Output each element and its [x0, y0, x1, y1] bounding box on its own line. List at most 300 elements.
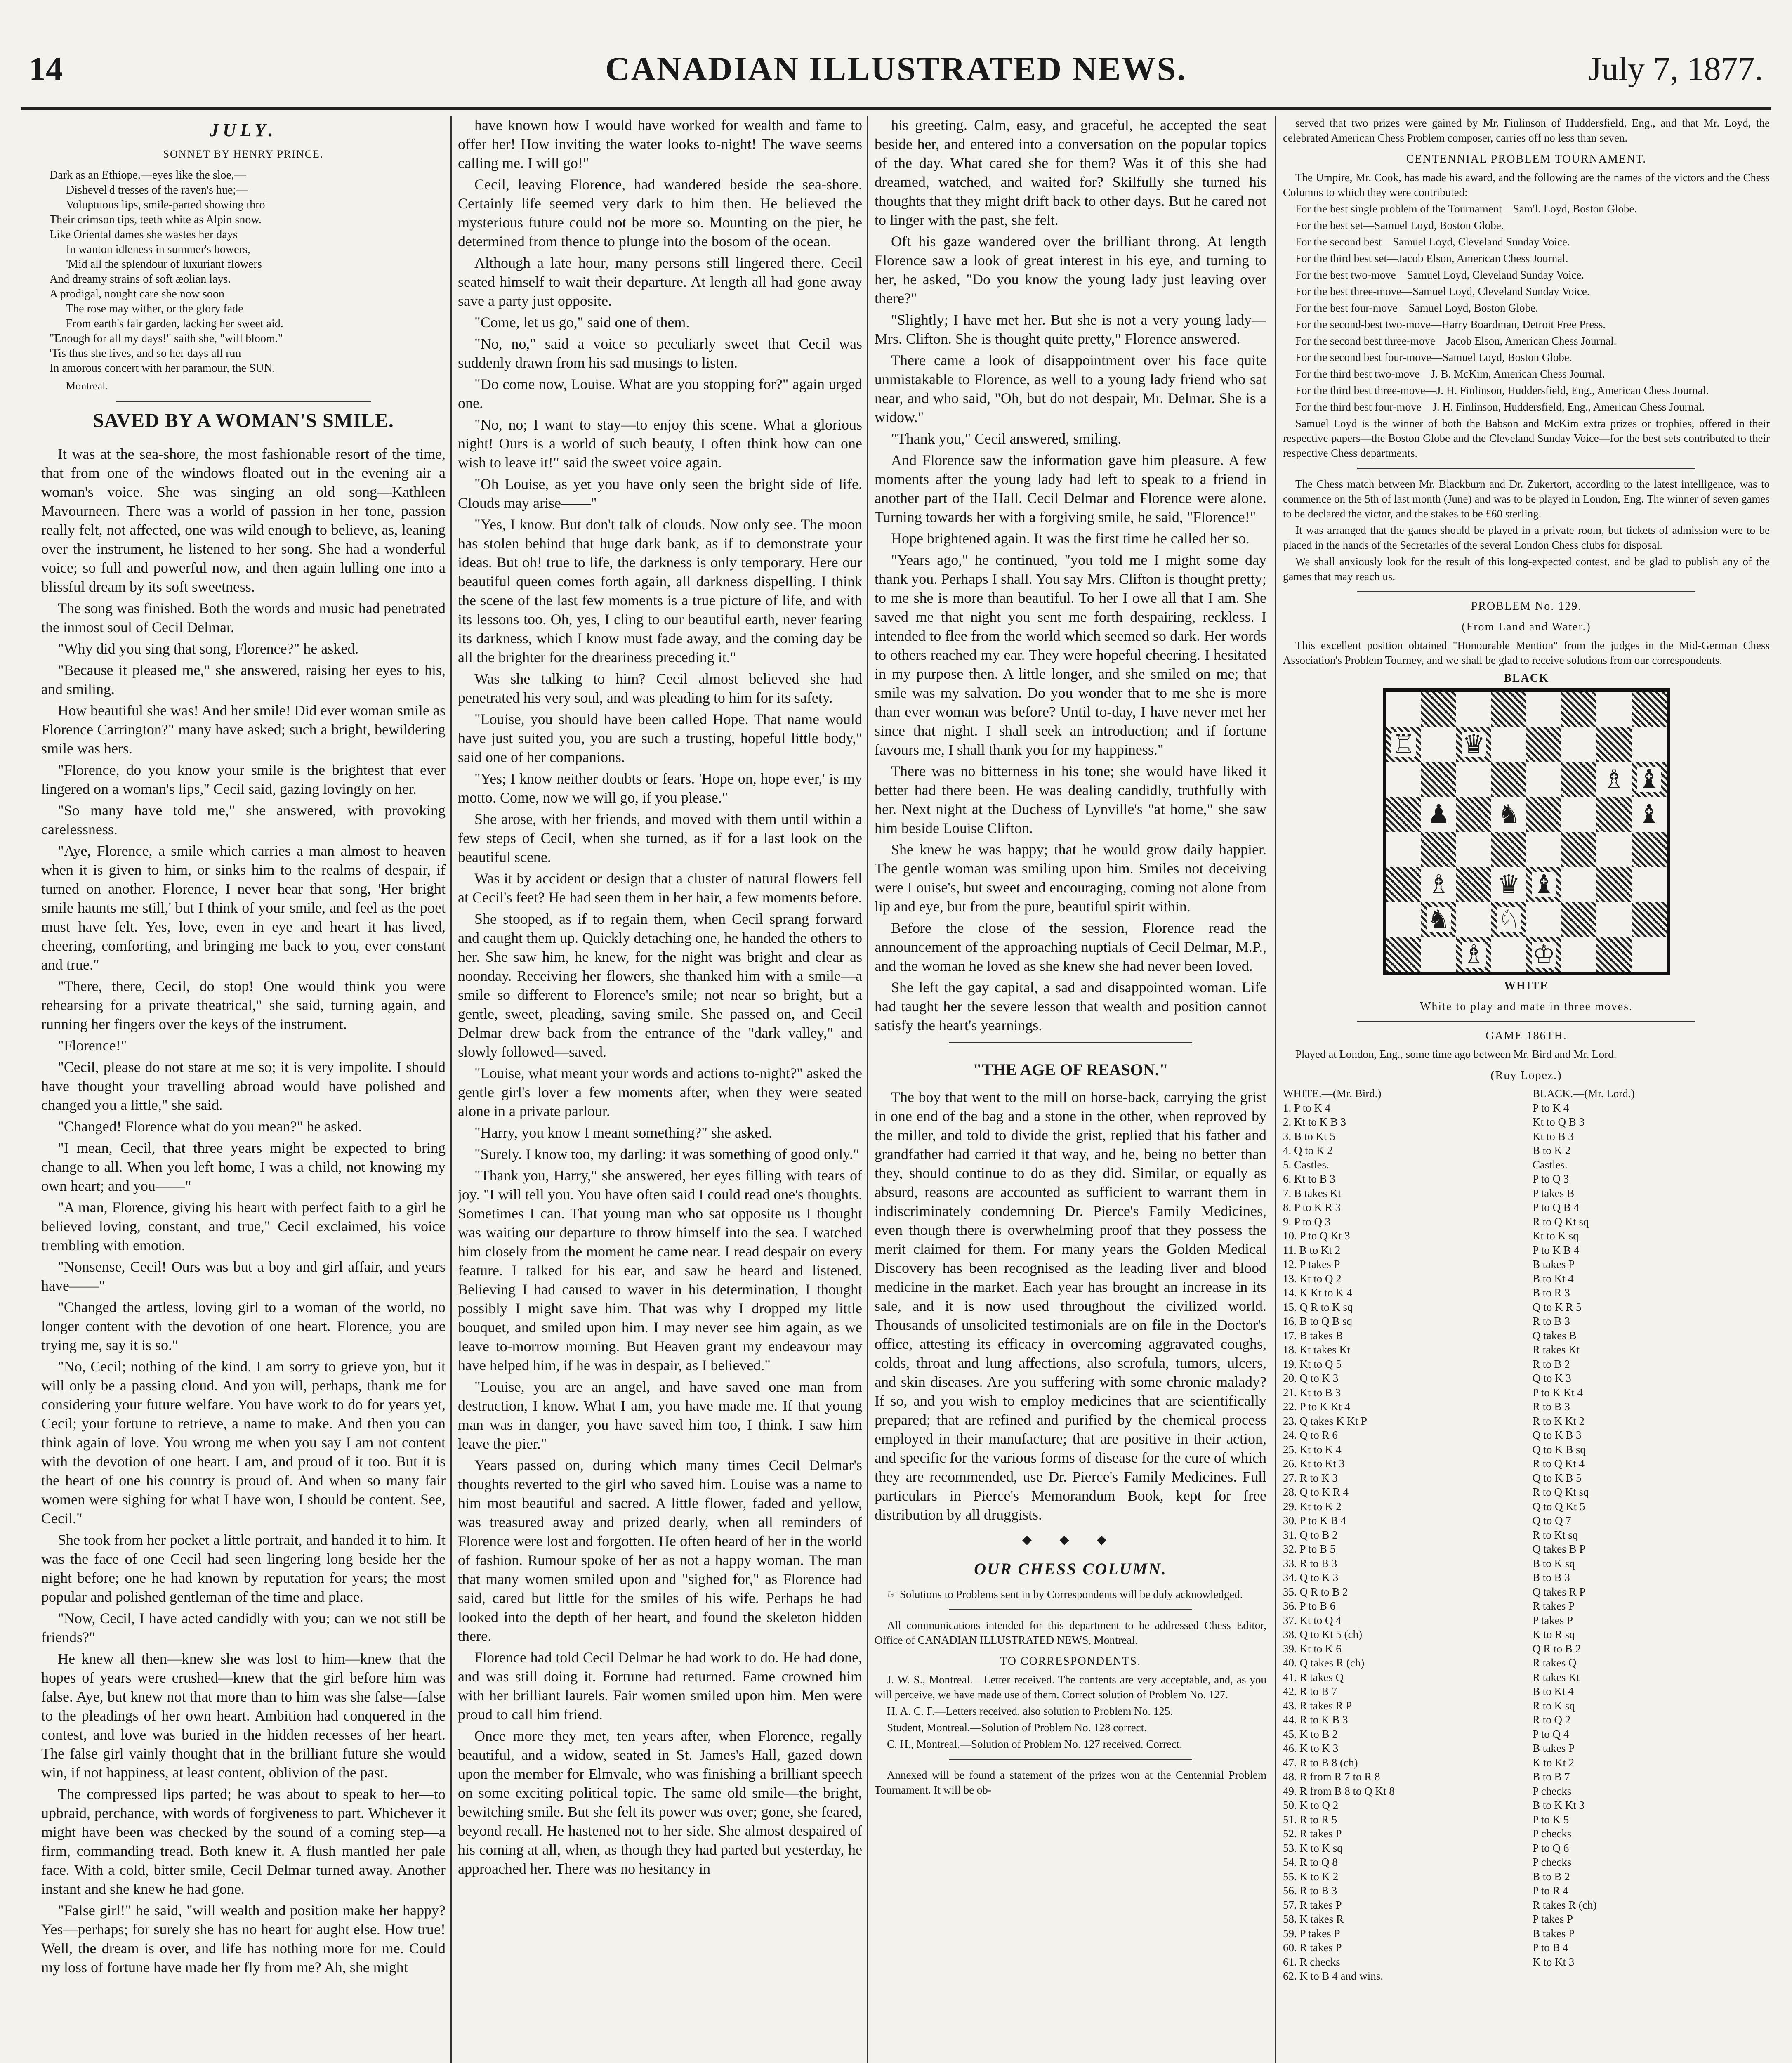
black-move: P to K 5	[1533, 1813, 1569, 1826]
divider	[1357, 591, 1695, 592]
black-move: B to K 2	[1533, 1144, 1571, 1157]
chess-piece-icon: ♗	[1602, 765, 1626, 793]
paragraph: "Florence, do you know your smile is the brightest that ever lingered on a woman's lips," Cecil said, gazing lovingly on her.	[41, 762, 446, 797]
black-move: Q to Q Kt 5	[1533, 1500, 1585, 1513]
board-square	[1561, 902, 1596, 937]
column-rule	[1275, 116, 1276, 2063]
paragraph: How beautiful she was! And her smile! Did ever woman smile as Florence Carrington?" many have asked; such a bright, bewildering smile was hers.	[41, 702, 446, 757]
black-move: P to B 4	[1533, 1941, 1568, 1954]
board-square	[1386, 902, 1421, 937]
board-square	[1491, 797, 1526, 832]
white-move: 37. Kt to Q 4	[1283, 1614, 1342, 1626]
white-move: 39. Kt to K 6	[1283, 1642, 1342, 1655]
paragraph: "Harry, you know I meant something?" she asked.	[474, 1124, 772, 1141]
black-move: P takes B	[1533, 1187, 1574, 1199]
white-move: 36. P to B 6	[1283, 1600, 1336, 1612]
board-square	[1561, 867, 1596, 902]
black-move: Q to K B 3	[1533, 1429, 1582, 1441]
chess-column-title: OUR CHESS COLUMN.	[974, 1560, 1167, 1578]
white-move: 29. Kt to K 2	[1283, 1500, 1342, 1513]
page-number: 14	[29, 50, 63, 87]
paragraph: She arose, with her friends, and moved with them until within a few steps of Cecil, when she turned, as if for a last look on the beautiful scene.	[458, 811, 862, 865]
white-move: 3. B to Kt 5	[1283, 1130, 1335, 1142]
opening-name: (Ruy Lopez.)	[1490, 1069, 1562, 1082]
paragraph: "Yes, I know. But don't talk of clouds. Now only see. The moon has stolen behind that huge dark bank, as if to demonstrate your ideas. But oh! true to life, the darkness is only temporary. Here our beautiful queen comes forth again, all darkness dispelling. I think the scene of the last few moments is a true picture of life, and with its lessons too. Oh, yes, I cling to our beautiful earth, never fearing its darkness, which I know must fade away, and the coming day be all the brighter for the dreariness preceding it."	[458, 516, 862, 666]
black-move: R to Kt sq	[1533, 1528, 1578, 1541]
poem-line: Dishevel'd tresses of the raven's hue;—	[66, 184, 248, 196]
white-move: 13. Kt to Q 2	[1283, 1272, 1342, 1285]
board-square	[1596, 727, 1632, 762]
correspondent-note: Student, Montreal.—Solution of Problem No. 128 correct.	[887, 1721, 1147, 1734]
board-square	[1561, 692, 1596, 727]
board-square	[1491, 727, 1526, 762]
board-square	[1632, 727, 1667, 762]
black-move: R takes Kt	[1533, 1671, 1580, 1683]
board-square	[1632, 867, 1667, 902]
black-move: P to R 4	[1533, 1884, 1568, 1897]
white-move: 61. R checks	[1283, 1955, 1340, 1968]
black-header: BLACK.—(Mr. Lord.)	[1533, 1087, 1635, 1100]
white-move: 9. P to Q 3	[1283, 1215, 1331, 1228]
paragraph: "Louise, you should have been called Hope. That name would have just suited you, you are such a trusting, hopeful little body," said one of her companions.	[458, 711, 862, 765]
board-square	[1421, 727, 1456, 762]
story-col1	[41, 444, 446, 1977]
white-move: 40. Q takes R (ch)	[1283, 1657, 1365, 1669]
white-move: 24. Q to R 6	[1283, 1429, 1338, 1441]
column-rule	[867, 116, 868, 2063]
white-move: 48. R from R 7 to R 8	[1283, 1770, 1380, 1783]
white-move: 16. B to Q B sq	[1283, 1315, 1353, 1327]
white-move: 49. R from B 8 to Q Kt 8	[1283, 1784, 1395, 1797]
tournament-title: CENTENNIAL PROBLEM TOURNAMENT.	[1406, 153, 1647, 165]
black-move: Q to K B sq	[1533, 1443, 1586, 1456]
chess-piece-icon: ♝	[1532, 870, 1556, 899]
black-move: P to Q B 4	[1533, 1201, 1580, 1213]
problem-caption: White to play and mate in three moves.	[1419, 1000, 1633, 1013]
black-move: B takes P	[1533, 1258, 1575, 1270]
poem-line: Voluptuous lips, smile-parted showing thro'	[66, 198, 267, 211]
board-square	[1526, 832, 1561, 867]
black-move: Q takes R P	[1533, 1585, 1586, 1598]
paragraph: "Florence!"	[58, 1037, 127, 1054]
chess-piece-icon: ♞	[1497, 800, 1521, 829]
paragraph: Before the close of the session, Florence read the announcement of the approaching nuptials of Cecil Delmar, M.P., and the woman he loved as she knew she had never been loved.	[875, 920, 1266, 974]
white-move: 55. K to K 2	[1283, 1870, 1339, 1883]
board-square	[1421, 902, 1456, 937]
black-move: P takes P	[1533, 1913, 1573, 1925]
poem-place: Montreal.	[66, 380, 108, 392]
white-move: 44. R to K B 3	[1283, 1714, 1348, 1726]
paragraph: "I mean, Cecil, that three years might be expected to bring change to all. When you left home, I was a child, not knowing my own heart; and you——"	[41, 1140, 446, 1194]
black-move: B takes P	[1533, 1927, 1575, 1940]
white-move: 41. R takes Q	[1283, 1671, 1344, 1683]
black-move: R to Q Kt 4	[1533, 1457, 1585, 1470]
paragraph: Samuel Loyd is the winner of both the Babson and McKim extra prizes or trophies, offered in their respective papers—the Boston Globe and the Cleveland Sunday Voice—for the best sets contributed to their respective Chess departments.	[1283, 417, 1770, 459]
board-square	[1596, 902, 1632, 937]
board-square	[1596, 832, 1632, 867]
black-move: P to K B 4	[1533, 1244, 1580, 1256]
white-move: 12. P takes P	[1283, 1258, 1340, 1270]
paragraph: "No, no," said a voice so peculiarly sweet that Cecil was suddenly drawn from his sad musings to listen.	[458, 335, 862, 371]
white-move: 46. K to K 3	[1283, 1742, 1339, 1754]
poem-line: The rose may wither, or the glory fade	[66, 302, 243, 315]
chess-notice: ☞ Solutions to Problems sent in by Correspondents will be duly acknowledged.	[887, 1588, 1243, 1600]
paragraph: There came a look of disappointment over his face quite unmistakable to Florence, as well to a young lady friend who sat near, and who said, "Oh, but do not despair, Mr. Delmar. She is a widow."	[875, 352, 1266, 425]
board-square	[1491, 902, 1526, 937]
white-move: 34. Q to K 3	[1283, 1571, 1339, 1584]
board-square	[1632, 832, 1667, 867]
column-3	[875, 116, 1266, 2063]
paragraph: "Now, Cecil, I have acted candidly with you; can we not still be friends?"	[41, 1610, 446, 1645]
paragraph: Florence had told Cecil Delmar he had work to do. He had done, and was still doing it. Fortune had returned. Fame crowned him with her brilliant laurels. Fair women smiled upon him. Men were proud to call him friend.	[458, 1649, 862, 1723]
black-move: B to Kt 4	[1533, 1685, 1574, 1697]
board-square	[1456, 727, 1491, 762]
board-square	[1596, 797, 1632, 832]
black-move: P to Q 6	[1533, 1841, 1569, 1854]
paragraph: "So many have told me," she answered, with provoking carelessness.	[41, 802, 446, 838]
white-move: 27. R to K 3	[1283, 1471, 1338, 1484]
poem-line: A prodigal, nought care she now soon	[50, 288, 224, 300]
match-text: We shall anxiously look for the result of this long-expected contest, and be glad to publish any of the games that may reach us.	[1283, 555, 1770, 583]
poem-line: And dreamy strains of soft æolian lays.	[50, 273, 231, 286]
board-square	[1456, 797, 1491, 832]
board-square	[1526, 692, 1561, 727]
paragraph: "Yes; I know neither doubts or fears. 'Hope on, hope ever,' is my motto. Come, now we will go, if you please."	[458, 770, 862, 806]
game-moves	[1283, 1086, 1770, 1983]
poem-title: JULY.	[210, 120, 277, 140]
board-square	[1421, 797, 1456, 832]
board-square	[1632, 797, 1667, 832]
board-square	[1526, 762, 1561, 797]
paragraph: She stooped, as if to regain them, when Cecil sprang forward and caught them up. Quickly detaching one, he handed the others to her. She saw him, he knew, for the night was bright and clear as noonday. Receiving her flowers, she thanked him with a smile—a smile so different to Florence's smile; not near so bright, but a gentle, sweet, pleading, saving smile. She passed on, and Cecil Delmar drew back from the entrance of the "dark valley," and slowly followed—saved.	[458, 911, 862, 1060]
board-square	[1596, 867, 1632, 902]
game-title: GAME 186TH.	[1485, 1029, 1567, 1042]
paragraph: She knew he was happy; that he would grow daily happier. The gentle woman was smiling upon him. Smiles not deceiving were Louise's, but sweet and encouraging, coming not alone from lip and eye, but from the pure, beautiful spirit within.	[875, 841, 1266, 915]
white-move: 58. K takes R	[1283, 1913, 1344, 1925]
column-rule	[450, 116, 452, 2063]
black-move: R to Q Kt sq	[1533, 1215, 1589, 1228]
white-move: 21. Kt to B 3	[1283, 1386, 1341, 1399]
board-square	[1386, 762, 1421, 797]
black-move: R to B 3	[1533, 1315, 1570, 1327]
board-square	[1421, 762, 1456, 797]
paragraph: For the second best three-move—Jacob Elson, American Chess Journal.	[1295, 335, 1617, 347]
paragraph: "Cecil, please do not stare at me so; it is very impolite. I should have thought your travelling abroad would have polished and changed you a little," she said.	[41, 1059, 446, 1113]
white-move: 14. K Kt to K 4	[1283, 1286, 1352, 1299]
paragraph: Years passed on, during which many times Cecil Delmar's thoughts reverted to the girl who saved him. Louise was a name to him most beautiful and sacred. A little flower, faded and yellow, was treasured away and prized dearly, when all reminders of Florence were lost and forgotten. He often heard of her in the world of fashion. Rumour spoke of her as not a happy woman. The man that many women smiled upon and "sighed for," as Florence had said, cared but little for the smiles of his wife. Perhaps he had looked into the depth of her heart, and found the skeleton hidden there.	[458, 1457, 862, 1644]
paragraph: It was at the sea-shore, the most fashionable resort of the time, that from one of the windows floated out in the evening air a woman's voice. She was singing an old song—Kathleen Mavourneen. There was a world of passion in her tone, passion really felt, not affected, one was wild enough to believe, as, leaning over the instrument, he listened to her song. She had a wonderful voice; so full and powerful now, and then again lulling one into a blissful dream by its soft sweetness.	[41, 446, 446, 595]
black-move: P takes P	[1533, 1614, 1573, 1626]
paragraph: The song was finished. Both the words and music had penetrated the inmost soul of Cecil Delmar.	[41, 600, 446, 635]
black-move: R takes Kt	[1533, 1343, 1580, 1356]
paragraph: "Do come now, Louise. What are you stopping for?" again urged one.	[458, 376, 862, 411]
board-square	[1596, 937, 1632, 972]
white-move: 17. B takes B	[1283, 1329, 1343, 1342]
paragraph: Cecil, leaving Florence, had wandered beside the sea-shore. Certainly life seemed very dark to him then. He believed the mysterious future could not be more so. Mounting on the pier, he determined from thence to plunge into the bosom of the ocean.	[458, 176, 862, 250]
paragraph: The compressed lips parted; he was about to speak to her—to upbraid, perchance, with words of forgiveness to part. Whichever it might have been was checked by the sound of a coming step—a firm, commanding tread. Both knew it. A flush mantled her pale face. With a cold, bitter smile, Cecil Delmar turned away. Another instant and she knew he had gone.	[41, 1786, 446, 1897]
board-square	[1421, 832, 1456, 867]
paragraph: "No, Cecil; nothing of the kind. I am sorry to grieve you, but it will only be a passing cloud. And you will, perhaps, thank me for considering your future welfare. You have work to do for years yet, Cecil; your fortune to retrieve, a name to make. And then you can think again of love. You wrong me when you say I am not content with the devotion of one heart. I am, and proud of it too. But it is the heart of one his country is proud of. And when so many fair women were sighing for what I have won, I should be content. See, Cecil."	[41, 1358, 446, 1527]
reason-title: "THE AGE OF REASON."	[972, 1060, 1169, 1079]
black-move: R to K Kt 2	[1533, 1414, 1585, 1427]
white-move: 38. Q to Kt 5 (ch)	[1283, 1628, 1362, 1640]
board-square	[1421, 692, 1456, 727]
paragraph: "Louise, you are an angel, and have saved one man from destruction, I know. What I am, you have made me. If that young man was in danger, you have saved him too, I think. I saw him leave the pier."	[458, 1378, 862, 1452]
black-move: P checks	[1533, 1827, 1572, 1840]
white-move: 7. B takes Kt	[1283, 1187, 1341, 1199]
paragraph: For the best two-move—Samuel Loyd, Cleveland Sunday Voice.	[1295, 269, 1585, 281]
board-square	[1386, 832, 1421, 867]
paragraph: "False girl!" he said, "will wealth and position make her happy? Yes—perhaps; for surely she has no heart for aught else. How true! Well, the dream is over, and life has nothing more for me. Could my loss of fortune have made her fly from me? Ah, she might	[41, 1902, 446, 1976]
board-square	[1526, 867, 1561, 902]
paragraph: "Changed! Florence what do you mean?" he asked.	[58, 1118, 362, 1135]
black-label: BLACK	[1504, 672, 1549, 685]
black-move: R takes R (ch)	[1533, 1898, 1597, 1911]
poem-line: 'Mid all the splendour of luxuriant flowers	[66, 258, 262, 271]
reason-text: The boy that went to the mill on horse-back, carrying the grist in one end of the bag and a stone in the other, when reproved by the miller, and told to divide the grist, replied that his father and grandfather had carried it that way, and he, being no better than they, should continue to do as they did. Similar, or equally as absurd, reasons are accounted as sufficient to warrant them in indiscriminately condemning Dr. Pierce's Family Medicines, even though there is overwhelming proof that they possess the merit claimed for them. For many years the Golden Medical Discovery has been recognised as the leading liver and blood medicine in the market. Each year has brought an increase in its sale, and it is now used throughout the civilized world. Thousands of unsolicited testimonials are on file in the Doctor's office, attesting its efficacy in overcoming aggravated coughs, colds, throat and lung affections, also scrofula, tumors, ulcers, and skin diseases. Are you suffering with some chronic malady? If so, and you wish to employ medicines that are scientifically prepared; that are refined and purified by the chemical process employed in their manufacture; that are positive in their action, and specific for the various forms of disease for the cure of which they are recommended, use Dr. Pierce's Family Medicines. Full particulars in Pierce's Memorandum Book, kept for free distribution by all druggists.	[875, 1089, 1266, 1523]
board-square	[1386, 937, 1421, 972]
paragraph: For the second best four-move—Samuel Loyd, Boston Globe.	[1295, 351, 1572, 364]
black-move: B to K Kt 3	[1533, 1799, 1585, 1811]
board-square	[1561, 727, 1596, 762]
chess-piece-icon: ♛	[1462, 730, 1485, 758]
white-move: 2. Kt to K B 3	[1283, 1116, 1346, 1128]
white-move: 4. Q to K 2	[1283, 1144, 1333, 1157]
white-move: 54. R to Q 8	[1283, 1856, 1338, 1868]
black-move: P to K Kt 4	[1533, 1386, 1583, 1399]
board-square	[1526, 797, 1561, 832]
paragraph: For the best set—Samuel Loyd, Boston Globe.	[1295, 219, 1504, 231]
chess-piece-icon: ♗	[1462, 940, 1485, 969]
chess-piece-icon: ♛	[1497, 870, 1521, 899]
paragraph: Although a late hour, many persons still lingered there. Cecil seated himself to wait their departure. At length all had gone away save a party just opposite.	[458, 255, 862, 309]
black-move: Castles.	[1533, 1158, 1568, 1171]
poem-line: 'Tis thus she lives, and so her days all run	[50, 347, 241, 360]
board-square	[1526, 727, 1561, 762]
black-move: R takes Q	[1533, 1657, 1577, 1669]
paragraph: "Louise, what meant your words and actions to-night?" asked the gentle girl's lover a few moments after, when they were seated alone in a private parlour.	[458, 1065, 862, 1119]
black-move: P checks	[1533, 1856, 1572, 1868]
paragraph: She left the gay capital, a sad and disappointed woman. Life had taught her the severe lesson that wealth and position cannot satisfy the heart's yearnings.	[875, 979, 1266, 1034]
chess-board	[1383, 688, 1670, 975]
white-move: 6. Kt to B 3	[1283, 1173, 1335, 1185]
paragraph: "No, no; I want to stay—to enjoy this scene. What a glorious night! Ours is a world of such beauty, I often think how can one wish to leave it!" said the sweet voice again.	[458, 416, 862, 471]
prizes-intro-cont: served that two prizes were gained by Mr. Finlinson of Huddersfield, Eng., and that Mr. Loyd, the celebrated American Chess Problem composer, carries off no less than seven.	[1283, 117, 1770, 144]
board-square	[1456, 867, 1491, 902]
white-move: 43. R takes R P	[1283, 1699, 1352, 1712]
board-square	[1456, 902, 1491, 937]
black-move: P to K 4	[1533, 1101, 1569, 1114]
tournament-intro: The Umpire, Mr. Cook, has made his award, and the following are the names of the victors and the Chess Columns to which they were contributed:	[1283, 171, 1770, 198]
chess-piece-icon: ♖	[1392, 730, 1415, 758]
white-move: 32. P to B 5	[1283, 1543, 1336, 1555]
board-square	[1632, 902, 1667, 937]
board-square	[1561, 797, 1596, 832]
story-col3	[875, 116, 1266, 1035]
paragraph: There was no bitterness in his tone; she would have liked it better had there been. He was dealing candidly, truthfully with her. Next night at the Duchess of Lynville's "at home," she saw him beside Louise Clifton.	[875, 763, 1266, 836]
board-square	[1456, 692, 1491, 727]
paragraph: "There, there, Cecil, do stop! One would think you were rehearsing for a private theatrical," she said, turning again, and running her fingers over the keys of the instrument.	[41, 978, 446, 1032]
poem-line: Dark as an Ethiope,—eyes like the sloe,—	[50, 169, 246, 182]
chess-piece-icon: ♔	[1532, 940, 1556, 969]
correspondent-note: C. H., Montreal.—Solution of Problem No. 127 received. Correct.	[887, 1738, 1183, 1750]
paragraph: his greeting. Calm, easy, and graceful, he accepted the seat beside her, and entered into a conversation on the popular topics of the day. What cared she for them? Was it of this she had dreamed, watched, and waited for? Skilfully she turned his thoughts that they might drift back to other days. But he cared not to linger with the past, she felt.	[875, 117, 1266, 228]
white-move: 53. K to K sq	[1283, 1841, 1343, 1854]
paragraph: For the best four-move—Samuel Loyd, Boston Globe.	[1295, 302, 1538, 314]
prize-list	[1283, 201, 1770, 460]
black-move: R to B 3	[1533, 1400, 1570, 1413]
black-move: Q to K B 5	[1533, 1471, 1582, 1484]
white-move: 52. R takes P	[1283, 1827, 1342, 1840]
black-move: Q to K R 5	[1533, 1301, 1582, 1313]
problem-text: This excellent position obtained "Honourable Mention" from the judges in the Mid-German Chess Association's Problem Tourney, and we shall be glad to receive solutions from our correspondents.	[1283, 639, 1770, 666]
correspondents-title: TO CORRESPONDENTS.	[1000, 1655, 1141, 1668]
black-move: P checks	[1533, 1784, 1572, 1797]
black-move: Q R to B 2	[1533, 1642, 1581, 1655]
board-square	[1386, 692, 1421, 727]
board-square	[1632, 937, 1667, 972]
black-move	[1533, 1969, 1770, 1983]
board-square	[1596, 692, 1632, 727]
white-move: 51. R to R 5	[1283, 1813, 1337, 1826]
black-move: R to B 2	[1533, 1357, 1570, 1370]
white-move: 45. K to B 2	[1283, 1728, 1338, 1740]
white-move: 59. P takes P	[1283, 1927, 1340, 1940]
white-move: 62. K to B 4 and wins.	[1283, 1970, 1383, 1982]
problem-source: (From Land and Water.)	[1462, 621, 1591, 633]
paragraph: Oft his gaze wandered over the brilliant throng. At length Florence saw a look of great interest in his eye, and turning to her, he asked, "Do you know the young lady just leaving over there?"	[875, 233, 1266, 307]
divider	[949, 1759, 1192, 1760]
poem-byline: SONNET BY HENRY PRINCE.	[163, 148, 324, 160]
divider	[1357, 1021, 1695, 1022]
paragraph: He knew all then—knew she was lost to him—knew that the hopes of years were crushed—knew that the girl before him was false. Aye, but knew not that more than to him was she false—false to the pleadings of her own heart. Ambition had conquered in the contest, and love was buried in the hidden recesses of her heart. The false girl vainly thought that in the brilliant future she would win, if not happiness, at least content, oblivion of the past.	[41, 1650, 446, 1781]
black-move: Q to K 3	[1533, 1372, 1571, 1384]
paragraph: "Nonsense, Cecil! Ours was but a boy and girl affair, and years have——"	[41, 1258, 446, 1294]
board-square	[1632, 762, 1667, 797]
black-move: Q takes B P	[1533, 1543, 1586, 1555]
board-square	[1491, 762, 1526, 797]
correspondent-note: H. A. C. F.—Letters received, also solution to Problem No. 125.	[887, 1705, 1173, 1717]
paragraph: She took from her pocket a little portrait, and handed it to him. It was the face of one Cecil had seen lingering long beside her the night before; one he had known by reputation for years; the most popular and polished gentleman of the time and place.	[41, 1532, 446, 1605]
board-square	[1491, 692, 1526, 727]
white-move: 47. R to B 8 (ch)	[1283, 1756, 1358, 1769]
chess-communications: All communications intended for this department to be addressed Chess Editor, Office of CANADIAN ILLUSTRATED NEWS, Montreal.	[875, 1619, 1266, 1646]
white-move: 33. R to B 3	[1283, 1557, 1337, 1570]
paragraph: For the second-best two-move—Harry Boardman, Detroit Free Press.	[1295, 318, 1606, 330]
board-square	[1526, 937, 1561, 972]
white-move: 23. Q takes K Kt P	[1283, 1414, 1367, 1427]
board-square	[1421, 937, 1456, 972]
black-move: Q takes B	[1533, 1329, 1577, 1342]
paragraph: For the third best four-move—J. H. Finlinson, Huddersfield, Eng., American Chess Journal.	[1295, 401, 1705, 413]
black-move: R to Q Kt sq	[1533, 1486, 1589, 1498]
white-move: 15. Q R to K sq	[1283, 1301, 1353, 1313]
paragraph: "Changed the artless, loving girl to a woman of the world, no longer content with the devotion of one heart. Florence, you are trying me, say it is so."	[41, 1299, 446, 1353]
poem-line: From earth's fair garden, lacking her sweet aid.	[66, 317, 283, 330]
paragraph: "Come, let us go," said one of them.	[474, 314, 690, 330]
white-move: 35. Q R to B 2	[1283, 1585, 1348, 1598]
chess-piece-icon: ♝	[1637, 765, 1661, 793]
white-move: 28. Q to K R 4	[1283, 1486, 1349, 1498]
paragraph: For the best three-move—Samuel Loyd, Cleveland Sunday Voice.	[1295, 285, 1590, 297]
masthead	[21, 45, 1771, 110]
paragraph: And Florence saw the information gave him pleasure. A few moments after the young lady had left to speak to a friend in another part of the Hall. Cecil Delmar and Florence were alone. Turning towards her with a forgiving smile, he said, "Florence!"	[875, 452, 1266, 525]
white-move: 31. Q to B 2	[1283, 1528, 1338, 1541]
prizes-intro: Annexed will be found a statement of the prizes won at the Centennial Problem Tournament. It will be ob-	[875, 1769, 1266, 1796]
board-square	[1561, 937, 1596, 972]
poem-line: "Enough for all my days!" saith she, "will bloom."	[50, 332, 283, 345]
board-square	[1456, 762, 1491, 797]
paragraph: "Surely. I know too, my darling: it was something of good only."	[474, 1146, 859, 1162]
board-square	[1386, 867, 1421, 902]
paragraph: "Aye, Florence, a smile which carries a man almost to heaven when it is given to him, or sinks him to the realms of despair, if turned on another. Florence, I never hear that song, 'Her bright smile haunts me still,' but I think of your smile, and feel as the poet must have felt. Yes, love, even in eye and heart it has lived, cheering, comforting, and bringing me back to you, ever constant and true."	[41, 843, 446, 973]
black-move: Kt to B 3	[1533, 1130, 1574, 1142]
poem-line: In amorous concert with her paramour, the SUN.	[50, 362, 276, 375]
board-square	[1386, 727, 1421, 762]
divider	[949, 1042, 1192, 1043]
white-move: 18. Kt takes Kt	[1283, 1343, 1351, 1356]
black-move: P to Q 3	[1533, 1173, 1569, 1185]
paragraph: "A man, Florence, giving his heart with perfect faith to a girl he believed loving, constant, and true," Cecil exclaimed, his voice trembling with emotion.	[41, 1199, 446, 1253]
white-move: 42. R to B 7	[1283, 1685, 1337, 1697]
black-move: K to R sq	[1533, 1628, 1575, 1640]
board-square	[1491, 832, 1526, 867]
black-move: R takes P	[1533, 1600, 1575, 1612]
black-move: P to Q 4	[1533, 1728, 1569, 1740]
paragraph: "Because it pleased me," she answered, raising her eyes to his, and smiling.	[41, 662, 446, 697]
black-move: B to B 7	[1533, 1770, 1570, 1783]
board-square	[1456, 832, 1491, 867]
paragraph: "Thank you," Cecil answered, smiling.	[891, 430, 1122, 447]
paragraph: "Thank you, Harry," she answered, her eyes filling with tears of joy. "I will tell you. You have often said I could read one's thoughts. Sometimes I can. That young man who sat opposite us I thought was waiting our departure to throw himself into the sea. I watched him closely from the moment he came near. I read despair on every feature. I talked for his ear, and saw he heard and listened. Believing I had caused to waver in his determination, I thought possibly I might save him. That was why I dropped my little bouquet, and smiled upon him. I may never see him again, as we leave to-morrow morning. But Heaven grant my endeavour may have helped him, if he was in despair, as I believed."	[458, 1167, 862, 1374]
white-move: 25. Kt to K 4	[1283, 1443, 1342, 1456]
black-move: R to Q 2	[1533, 1714, 1571, 1726]
white-move: 1. P to K 4	[1283, 1101, 1331, 1114]
paragraph: For the third best set—Jacob Elson, American Chess Journal.	[1295, 252, 1568, 264]
correspondent-note: J. W. S., Montreal.—Letter received. The contents are very acceptable, and, as you will perceive, we have made use of them. Correct solution of Problem No. 127.	[875, 1674, 1266, 1701]
paragraph: Was she talking to him? Cecil almost believed she had penetrated his very soul, and was pleading to him for its safety.	[458, 670, 862, 706]
story-col2	[458, 116, 862, 1878]
match-text: The Chess match between Mr. Blackburn and Dr. Zukertort, according to the latest intelligence, was to commence on the 5th of last month (June) and was to be played in London, Eng. The winner of seven games to be declared the victor, and the stakes to be £60 sterling.	[1283, 478, 1770, 520]
black-move: K to Kt 2	[1533, 1756, 1575, 1769]
black-move: Q to Q 7	[1533, 1514, 1571, 1527]
chess-piece-icon: ♟	[1427, 800, 1450, 829]
white-move: 20. Q to K 3	[1283, 1372, 1339, 1384]
black-move: B to B 3	[1533, 1571, 1570, 1584]
black-move: R to K sq	[1533, 1699, 1575, 1712]
chess-piece-icon: ♝	[1637, 800, 1661, 829]
black-move: B to Kt 4	[1533, 1272, 1574, 1285]
column-4	[1283, 116, 1770, 2063]
black-move: B to B 2	[1533, 1870, 1570, 1883]
divider	[949, 1609, 1192, 1610]
chess-piece-icon: ♞	[1427, 905, 1450, 934]
paragraph: have known how I would have worked for wealth and fame to offer her! How inviting the water looks to-night! The wave seems calling me. I will go!"	[458, 117, 862, 171]
column-1	[41, 116, 446, 2063]
paragraph: "Why did you sing that song, Florence?" he asked.	[58, 640, 359, 657]
black-move: B takes P	[1533, 1742, 1575, 1754]
poem-line: Their crimson tips, teeth white as Alpin snow.	[50, 213, 262, 226]
chess-piece-icon: ♗	[1427, 870, 1450, 899]
paper-title: CANADIAN ILLUSTRATED NEWS.	[605, 50, 1187, 87]
board-square	[1491, 867, 1526, 902]
white-move: 56. R to B 3	[1283, 1884, 1337, 1897]
divider	[116, 401, 371, 402]
board-square	[1526, 902, 1561, 937]
paragraph: For the third best two-move—J. B. McKim, American Chess Journal.	[1295, 368, 1605, 380]
problem-title: PROBLEM No. 129.	[1471, 600, 1582, 613]
white-move: 10. P to Q Kt 3	[1283, 1230, 1350, 1242]
